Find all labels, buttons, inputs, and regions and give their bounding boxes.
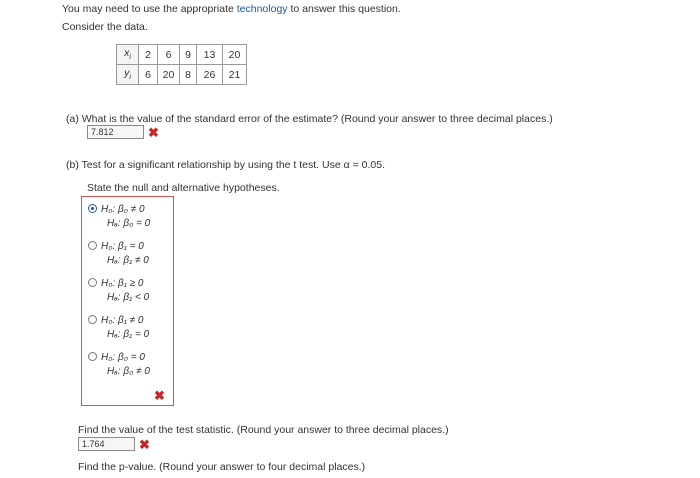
intro-prefix: You may need to use the appropriate bbox=[62, 3, 237, 15]
ha-label: Hₐ: β₁ ≠ 0 bbox=[107, 255, 149, 266]
table-cell: 21 bbox=[223, 65, 247, 85]
state-hypotheses-text: State the null and alternative hypotheses. bbox=[87, 182, 280, 194]
h0-label: H₀: β₁ ≠ 0 bbox=[101, 315, 144, 326]
table-cell: 26 bbox=[197, 65, 223, 85]
hypothesis-option-1[interactable] bbox=[88, 203, 150, 231]
table-row-x bbox=[117, 45, 247, 65]
h0-label: H₀: β₀ ≠ 0 bbox=[101, 204, 145, 215]
test-statistic-question: Find the value of the test statistic. (Round your answer to three decimal places.) bbox=[78, 424, 449, 436]
radio-button[interactable] bbox=[88, 241, 97, 250]
intro-suffix: to answer this question. bbox=[287, 3, 401, 15]
table-cell: 9 bbox=[180, 45, 197, 65]
table-row-y bbox=[117, 65, 247, 85]
ha-label: Hₐ: β₁ < 0 bbox=[107, 292, 150, 303]
hypothesis-option-2[interactable] bbox=[88, 240, 149, 268]
hypothesis-option-3[interactable] bbox=[88, 277, 149, 305]
table-cell: 2 bbox=[139, 45, 158, 65]
hypothesis-option-4[interactable] bbox=[88, 314, 149, 342]
ha-label: Hₐ: β₀ ≠ 0 bbox=[107, 366, 150, 377]
radio-button[interactable] bbox=[88, 352, 97, 361]
y-header: $y_i$ bbox=[117, 65, 139, 85]
table-cell: 6 bbox=[139, 65, 158, 85]
part-b-question: (b) Test for a significant relationship by using the t test. Use α = 0.05. bbox=[66, 159, 385, 171]
table-cell: 6 bbox=[158, 45, 180, 65]
h0-label: H₀: β₁ = 0 bbox=[101, 241, 144, 252]
table-cell: 20 bbox=[158, 65, 180, 85]
incorrect-x-icon: ✖ bbox=[139, 437, 150, 452]
hypothesis-option-5[interactable] bbox=[88, 351, 150, 379]
h0-label: H₀: β₀ = 0 bbox=[101, 352, 145, 363]
p-value-question: Find the p-value. (Round your answer to four decimal places.) bbox=[78, 461, 366, 473]
test-statistic-input[interactable]: 1.764 bbox=[78, 437, 135, 451]
standard-error-input[interactable]: 7.812 bbox=[87, 125, 144, 139]
radio-button-selected[interactable] bbox=[88, 204, 97, 213]
intro-text bbox=[62, 3, 401, 15]
radio-button[interactable] bbox=[88, 315, 97, 324]
incorrect-x-icon: ✖ bbox=[148, 125, 159, 140]
ha-label: Hₐ: β₀ = 0 bbox=[107, 218, 151, 229]
technology-link[interactable]: technology bbox=[236, 3, 288, 15]
x-header: $x_i$ bbox=[117, 45, 139, 65]
table-cell: 13 bbox=[197, 45, 223, 65]
consider-text: Consider the data. bbox=[62, 21, 148, 33]
table-cell: 20 bbox=[223, 45, 247, 65]
ha-label: Hₐ: β₁ = 0 bbox=[107, 329, 150, 340]
data-table bbox=[116, 44, 247, 85]
hypotheses-options-box bbox=[81, 196, 174, 406]
incorrect-x-icon: ✖ bbox=[154, 388, 165, 403]
table-cell: 8 bbox=[180, 65, 197, 85]
radio-button[interactable] bbox=[88, 278, 97, 287]
h0-label: H₀: β₁ ≥ 0 bbox=[101, 278, 144, 289]
part-a-question: (a) What is the value of the standard error of the estimate? (Round your answer to three decimal places.) bbox=[66, 113, 553, 125]
